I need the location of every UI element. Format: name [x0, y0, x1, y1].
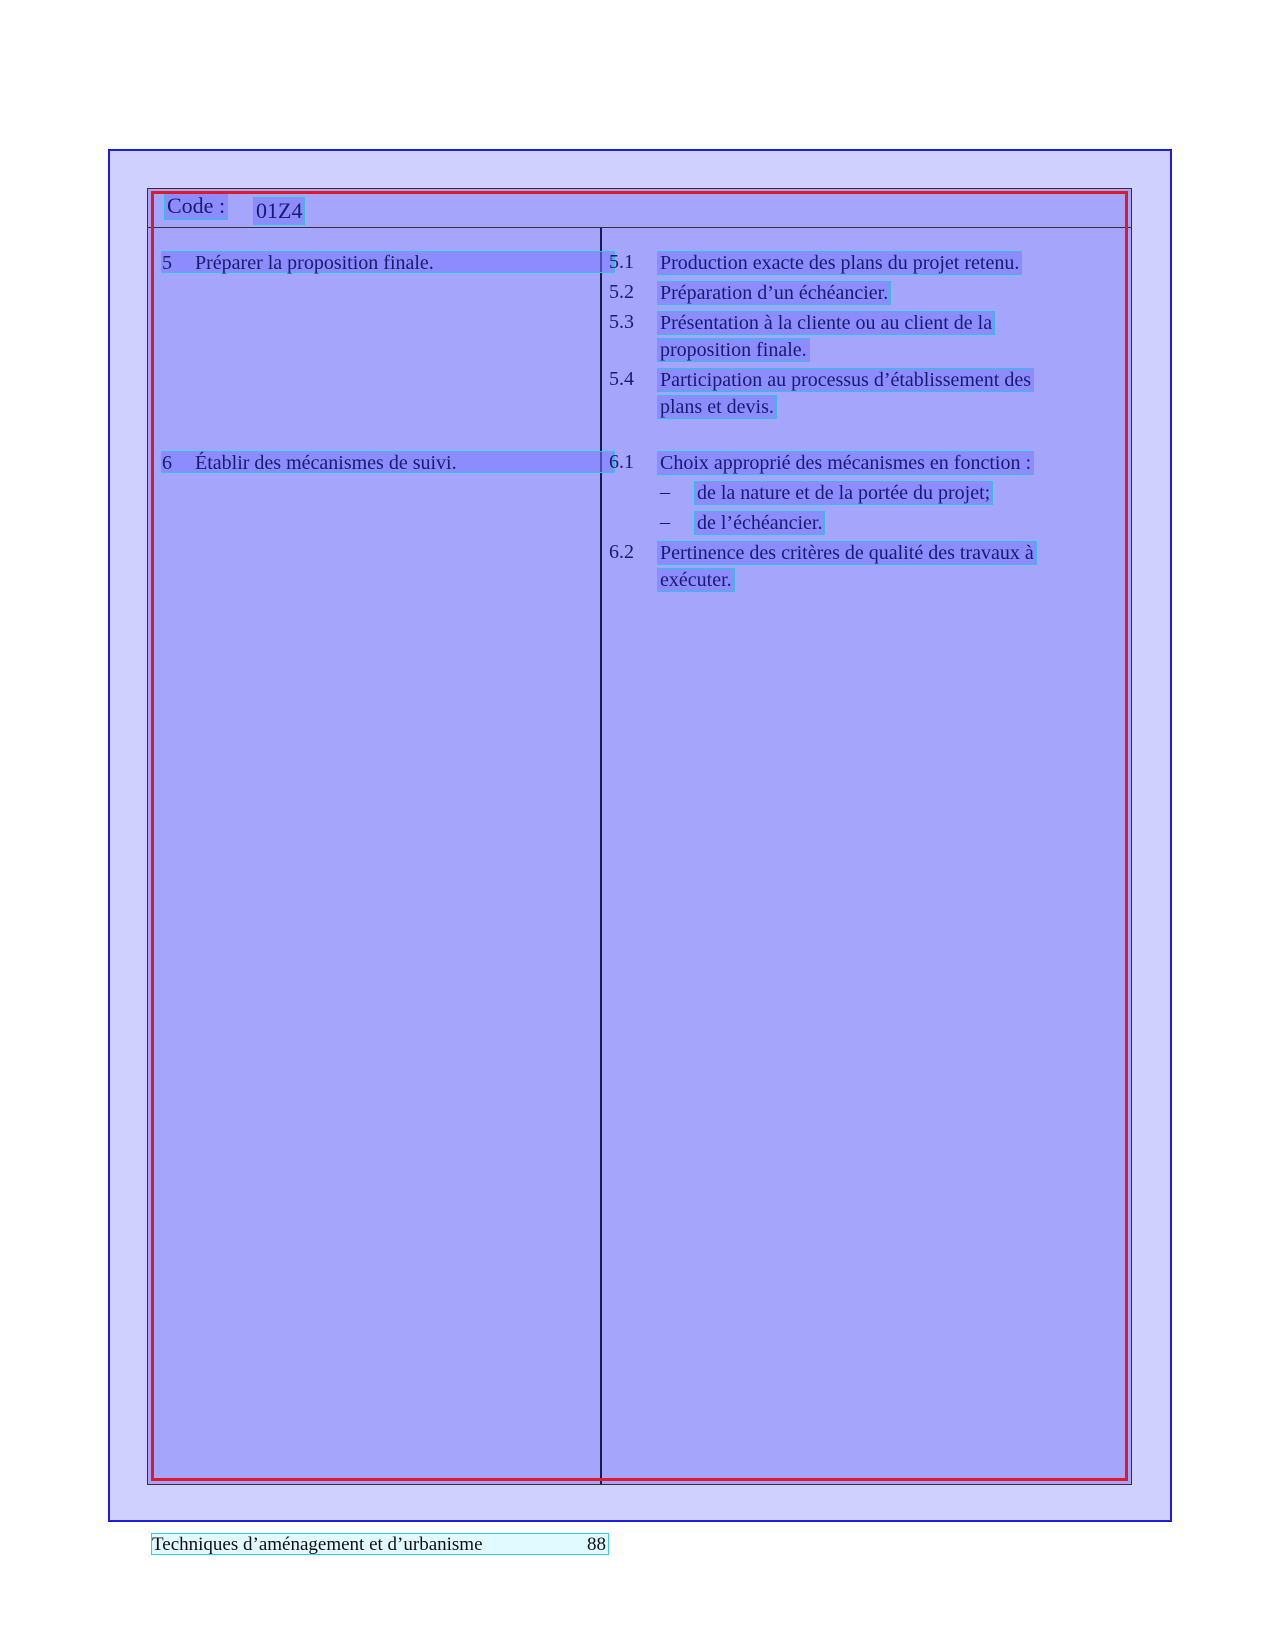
criterion-bullet: – [660, 481, 670, 503]
code-label: Code : [164, 192, 228, 220]
criterion-text: Choix approprié des mécanismes en fonction : [657, 451, 1034, 475]
criterion-number: 5.2 [609, 281, 634, 303]
criterion-text: Participation au processus d’établissement des [657, 368, 1034, 392]
element-5-number: 5 [162, 252, 172, 274]
criterion-number: 6.2 [609, 541, 634, 563]
footer-program-title: Techniques d’aménagement et d’urbanisme [152, 1534, 483, 1555]
element-6-label: Établir des mécanismes de suivi. [195, 452, 457, 474]
criterion-text: proposition finale. [657, 338, 810, 362]
criterion-number: 6.1 [609, 451, 634, 473]
element-5-row [161, 251, 615, 273]
element-6-number: 6 [162, 452, 172, 474]
code-row [147, 188, 1132, 228]
criterion-bullet: – [660, 511, 670, 533]
criterion-text: plans et devis. [657, 395, 777, 419]
criterion-text: Production exacte des plans du projet retenu. [657, 251, 1022, 275]
criterion-text: Préparation d’un échéancier. [657, 281, 891, 305]
element-5-label: Préparer la proposition finale. [195, 252, 434, 274]
criterion-text: de l’échéancier. [694, 511, 825, 535]
page-footer [151, 1533, 609, 1555]
element-6-row [161, 451, 615, 473]
criterion-number: 5.3 [609, 311, 634, 333]
code-value: 01Z4 [253, 197, 305, 225]
column-divider [600, 228, 602, 1484]
criterion-number: 5.4 [609, 368, 634, 390]
criterion-number: 5.1 [609, 251, 634, 273]
criterion-text: Pertinence des critères de qualité des travaux à [657, 541, 1037, 565]
criterion-text: exécuter. [657, 568, 735, 592]
footer-page-number: 88 [587, 1534, 606, 1555]
criterion-text: de la nature et de la portée du projet; [694, 481, 993, 505]
criterion-text: Présentation à la cliente ou au client de la [657, 311, 995, 335]
